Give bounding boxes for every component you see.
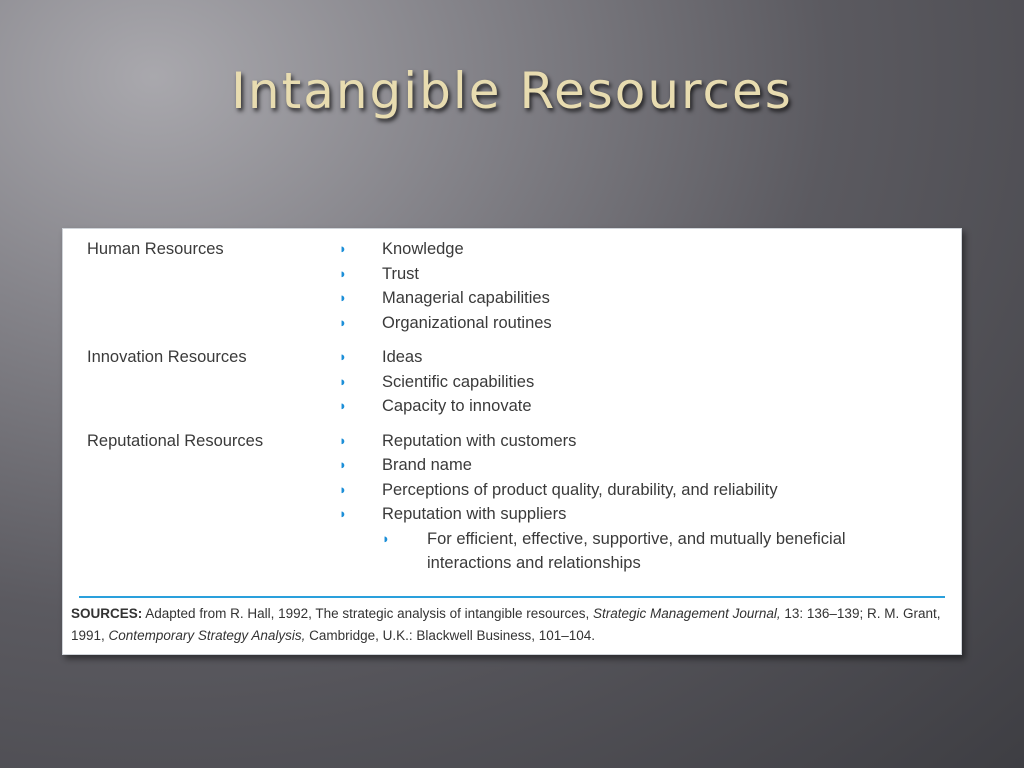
item-text: Reputation with customers (382, 431, 577, 450)
list-item (339, 286, 947, 311)
resource-group-human (87, 237, 947, 335)
list-item (339, 502, 947, 527)
category-label: Human Resources (87, 240, 224, 258)
category-label: Reputational Resources (87, 431, 264, 450)
bullet-icon: ◗ (339, 432, 347, 448)
list-item (339, 453, 947, 478)
bullet-icon: ◗ (339, 314, 347, 330)
item-text: Managerial capabilities (382, 289, 550, 307)
bullet-icon: ◗ (339, 290, 347, 305)
sub-item-line: interactions and relationships (427, 553, 641, 572)
bullet-icon: ◗ (339, 349, 347, 364)
item-text: Capacity to innovate (382, 397, 532, 415)
list-item (339, 262, 947, 287)
slide-title: Intangible Resources (231, 62, 793, 120)
list-item (339, 311, 947, 336)
item-list (339, 237, 947, 335)
category-label: Innovation Resources (87, 348, 247, 366)
item-text: Knowledge (382, 240, 464, 258)
sources-text: Adapted from R. Hall, 1992, The strategic analysis of intangible resources, (142, 606, 594, 621)
divider-line (79, 596, 945, 598)
item-text: Trust (382, 264, 419, 283)
list-item (339, 394, 947, 419)
list-item (339, 429, 947, 454)
item-text: Perceptions of product quality, durability, and reliability (382, 480, 778, 499)
resource-rows (87, 237, 947, 585)
sources-journal: Strategic Management Journal, (593, 606, 781, 621)
bullet-icon: ◗ (339, 506, 347, 521)
bullet-icon: ◗ (339, 398, 347, 413)
item-text: Ideas (382, 348, 423, 366)
resource-group-innovation (87, 345, 947, 419)
sources-text: 13: 136–139; R. M. Grant, 1991, (71, 606, 941, 643)
bullet-icon: ◗ (339, 265, 347, 281)
list-item (339, 478, 947, 503)
list-item (339, 237, 947, 262)
item-text: Organizational routines (382, 313, 552, 332)
sources-book: Contemporary Strategy Analysis, (108, 628, 306, 643)
sub-list-item (339, 527, 947, 575)
bullet-icon: ◗ (339, 481, 347, 497)
bullet-icon: ◗ (339, 373, 347, 389)
bullet-icon: ◗ (339, 457, 347, 472)
resource-table (62, 228, 962, 655)
bullet-icon: ◗ (382, 530, 390, 546)
sub-item-line: For efficient, effective, supportive, and mutually beneficial (427, 529, 846, 548)
list-item (339, 370, 947, 395)
sources-text: Cambridge, U.K.: Blackwell Business, 101–104. (305, 628, 596, 643)
item-list (339, 429, 947, 575)
sources-label: SOURCES: (71, 606, 143, 621)
resource-group-reputational (87, 429, 947, 575)
item-list (339, 345, 947, 419)
list-item (339, 345, 947, 370)
sources-note (71, 603, 953, 647)
bullet-icon: ◗ (339, 241, 347, 256)
item-text: Scientific capabilities (382, 372, 535, 391)
item-text: Reputation with suppliers (382, 505, 567, 523)
sub-item-text (427, 527, 846, 575)
item-text: Brand name (382, 456, 472, 474)
